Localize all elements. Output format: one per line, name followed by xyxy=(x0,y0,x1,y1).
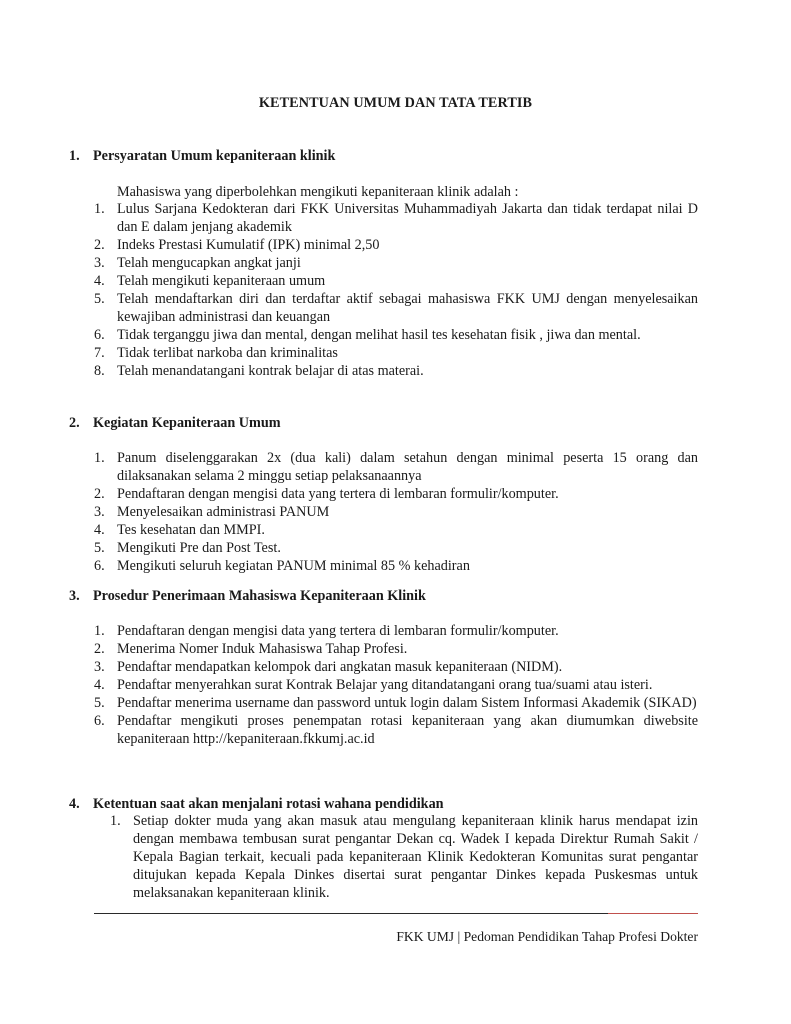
section-title: Persyaratan Umum kepaniteraan klinik xyxy=(93,148,336,164)
list-item: 3. Telah mengucapkan angkat janji xyxy=(94,255,301,271)
list-item: 2. Pendaftaran dengan mengisi data yang tertera di lembaran formulir/komputer. xyxy=(94,486,559,502)
section-title: Prosedur Penerimaan Mahasiswa Kepaniteraan Klinik xyxy=(93,588,426,604)
list-item: 8. Telah menandatangani kontrak belajar di atas materai. xyxy=(94,363,424,379)
list-item: 4. Tes kesehatan dan MMPI. xyxy=(94,522,265,538)
list-item: 5. Mengikuti Pre dan Post Test. xyxy=(94,540,281,556)
section-number: 1. xyxy=(69,148,80,164)
list-item: 4. Telah mengikuti kepaniteraan umum xyxy=(94,273,326,289)
section-number: 4. xyxy=(69,796,80,812)
document-title: KETENTUAN UMUM DAN TATA TERTIB xyxy=(258,95,533,111)
list-item: 3. Pendaftar mendapatkan kelompok dari angkatan masuk kepaniteraan (NIDM). xyxy=(94,659,563,675)
section-2-list xyxy=(94,449,698,575)
section-1-list xyxy=(94,200,698,380)
footer-divider-accent xyxy=(608,913,698,914)
list-item: 3. Menyelesaikan administrasi PANUM xyxy=(94,504,330,520)
section-title: Kegiatan Kepaniteraan Umum xyxy=(93,415,281,431)
list-item: 6. Tidak terganggu jiwa dan mental, dengan melihat hasil tes kesehatan fisik , jiwa dan mental. xyxy=(94,327,641,343)
section-number: 2. xyxy=(69,415,80,431)
page-footer: FKK UMJ | Pedoman Pendidikan Tahap Profesi Dokter xyxy=(396,929,698,944)
section-title: Ketentuan saat akan menjalani rotasi wahana pendidikan xyxy=(93,796,444,812)
list-item: 1. Setiap dokter muda yang akan masuk atau mengulang kepaniteraan klinik harus mendapat izin dengan membawa tembusan surat pengantar Dekan cq. Wadek I kepada Direktur Rumah Sakit / Kepala Bagian terkait, kecuali pada kepaniteraan Klinik Kedokteran Komunitas surat pengantar ditujukan kepada Kepala Dinkes disertai surat pengantar Dinkes kepada Puskesmas untuk melaksanakan kepaniteraan klinik. xyxy=(110,813,698,901)
list-item: 1. Pendaftaran dengan mengisi data yang tertera di lembaran formulir/komputer. xyxy=(94,623,559,639)
section-number: 3. xyxy=(69,588,80,604)
list-item: 2. Menerima Nomer Induk Mahasiswa Tahap Profesi. xyxy=(94,641,408,657)
list-item: 1. Panum diselenggarakan 2x (dua kali) dalam setahun dengan minimal peserta 15 orang dan dilaksanakan selama 2 minggu setiap pelaksanaannya xyxy=(94,450,698,484)
list-item: 5. Telah mendaftarkan diri dan terdaftar aktif sebagai mahasiswa FKK UMJ dengan menyelesaikan kewajiban administrasi dan keuangan xyxy=(94,291,698,325)
list-item: 6. Pendaftar mengikuti proses penempatan rotasi kepaniteraan yang akan diumumkan diwebsite kepaniteraan http://kepaniteraan.fkkumj.ac.id xyxy=(94,713,698,747)
section-3-list xyxy=(94,622,698,748)
list-item: 5. Pendaftar menerima username dan password untuk login dalam Sistem Informasi Akademik (SIKAD) xyxy=(94,695,697,711)
list-item: 1. Lulus Sarjana Kedokteran dari FKK Universitas Muhammadiyah Jakarta dan tidak terdapat nilai D dan E dalam jenjang akademik xyxy=(94,201,698,235)
list-item: 6. Mengikuti seluruh kegiatan PANUM minimal 85 % kehadiran xyxy=(94,558,470,574)
list-item: 7. Tidak terlibat narkoba dan kriminalitas xyxy=(94,345,338,361)
list-item: 4. Pendaftar menyerahkan surat Kontrak Belajar yang ditandatangani orang tua/suami atau isteri. xyxy=(94,677,653,693)
section-4-list xyxy=(110,812,698,902)
list-item: 2. Indeks Prestasi Kumulatif (IPK) minimal 2,50 xyxy=(94,237,380,253)
section-1-intro: Mahasiswa yang diperbolehkan mengikuti kepaniteraan klinik adalah : xyxy=(117,184,519,200)
